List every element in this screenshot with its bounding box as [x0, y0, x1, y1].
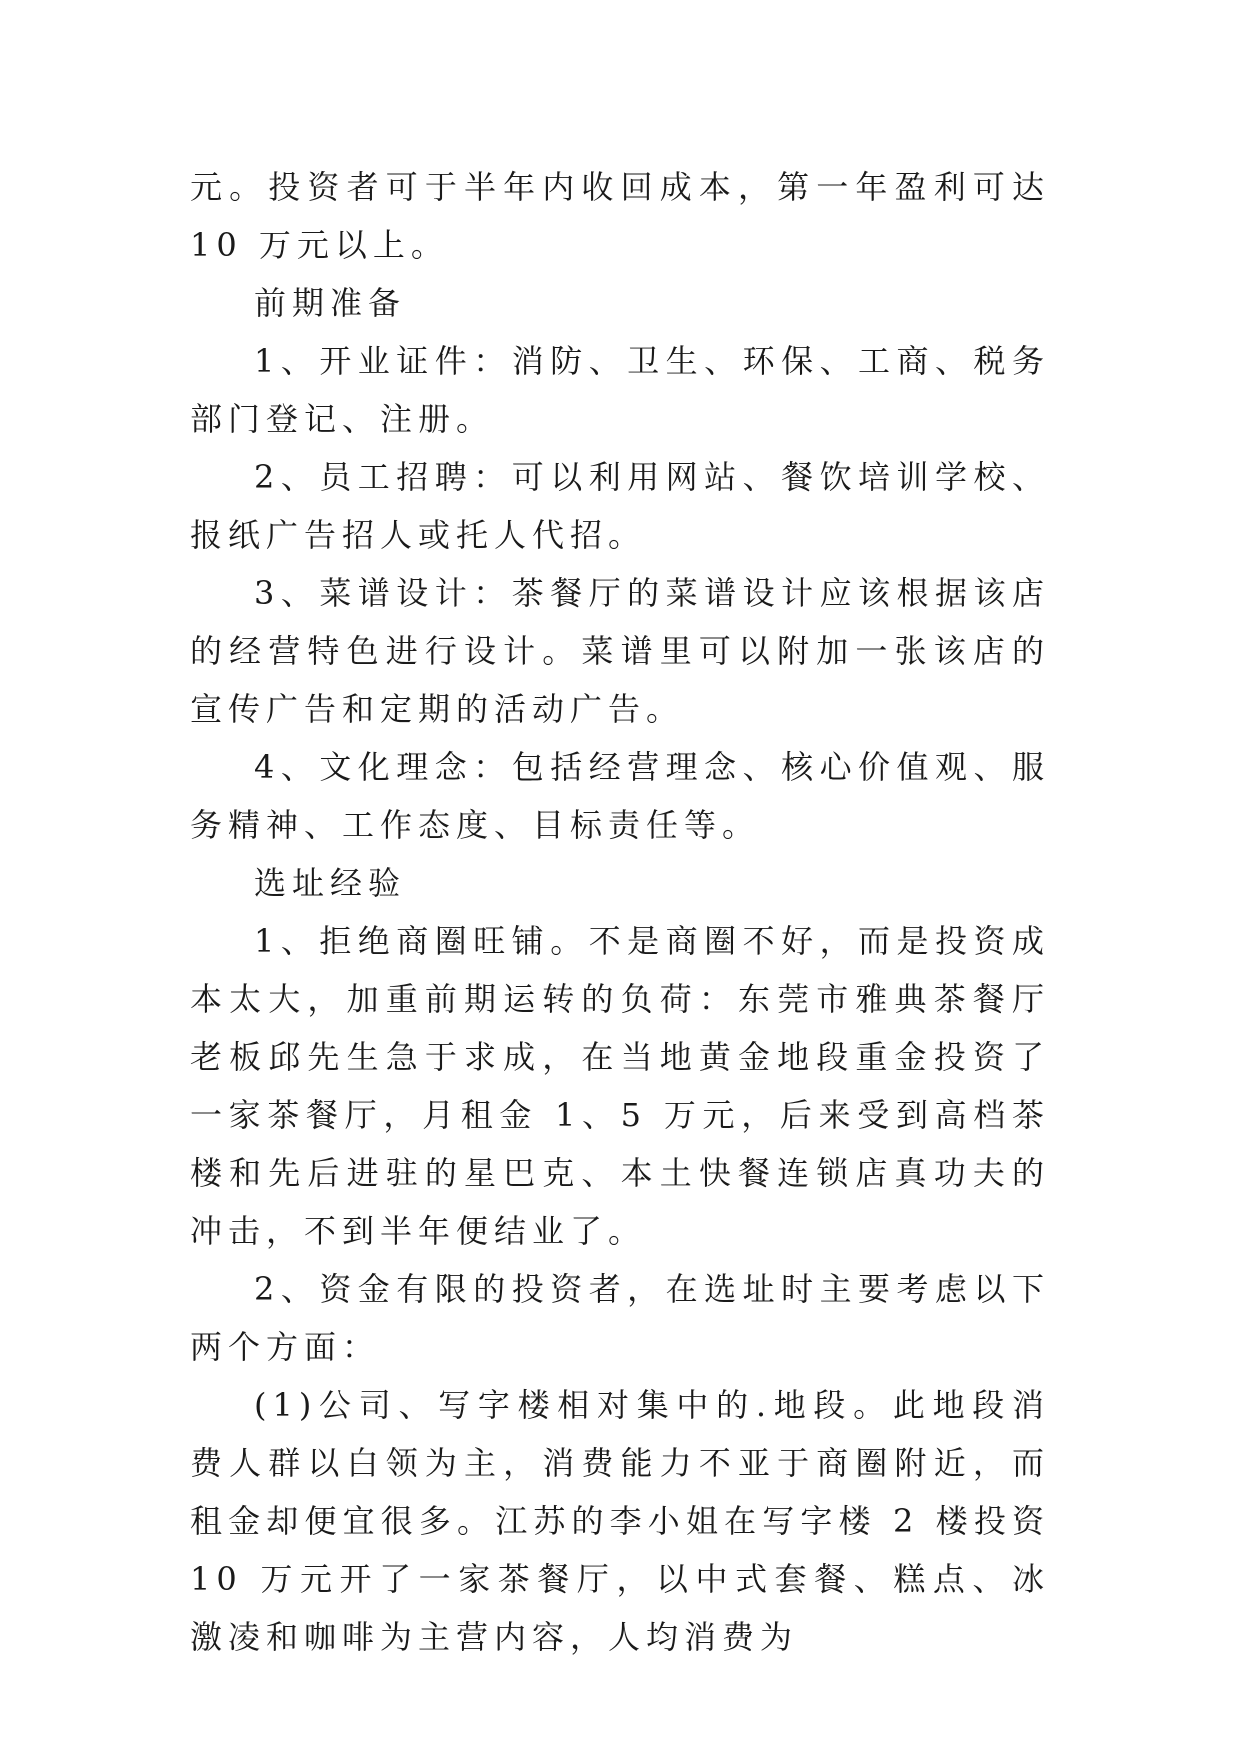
heading-preparation: 前期准备 — [254, 284, 407, 322]
paragraph-staff-recruitment: 2、员工招聘：可以利用网站、餐饮培训学校、报纸广告招人或托人代招。 — [190, 458, 1050, 554]
paragraph-limited-funds: 2、资金有限的投资者，在选址时主要考虑以下两个方面： — [190, 1270, 1050, 1366]
body-text — [190, 158, 1050, 1666]
paragraph-culture-concept: 4、文化理念：包括经营理念、核心价值观、服务精神、工作态度、目标责任等。 — [190, 748, 1050, 844]
paragraph-licenses: 1、开业证件：消防、卫生、环保、工商、税务部门登记、注册。 — [190, 342, 1050, 438]
paragraph-menu-design: 3、菜谱设计：茶餐厅的菜谱设计应该根据该店的经营特色进行设计。菜谱里可以附加一张该店的宣传广告和定期的活动广告。 — [190, 574, 1050, 728]
paragraph-intro-continuation: 元。投资者可于半年内收回成本，第一年盈利可达 10 万元以上。 — [190, 168, 1050, 264]
heading-site-selection: 选址经验 — [254, 864, 407, 902]
paragraph-office-areas: (1)公司、写字楼相对集中的.地段。此地段消费人群以白领为主，消费能力不亚于商圈附近，而租金却便宜很多。江苏的李小姐在写字楼 2 楼投资 10 万元开了一家茶餐厅，以中式套餐、糕点、冰激凌和咖啡为主营内容，人均消费为 — [190, 1386, 1050, 1656]
paragraph-avoid-prime-locations: 1、拒绝商圈旺铺。不是商圈不好，而是投资成本太大，加重前期运转的负荷：东莞市雅典茶餐厅老板邱先生急于求成，在当地黄金地段重金投资了一家茶餐厅，月租金 1、5 万元，后来受到高档茶楼和先后进驻的星巴克、本土快餐连锁店真功夫的冲击，不到半年便结业了。 — [190, 922, 1050, 1250]
